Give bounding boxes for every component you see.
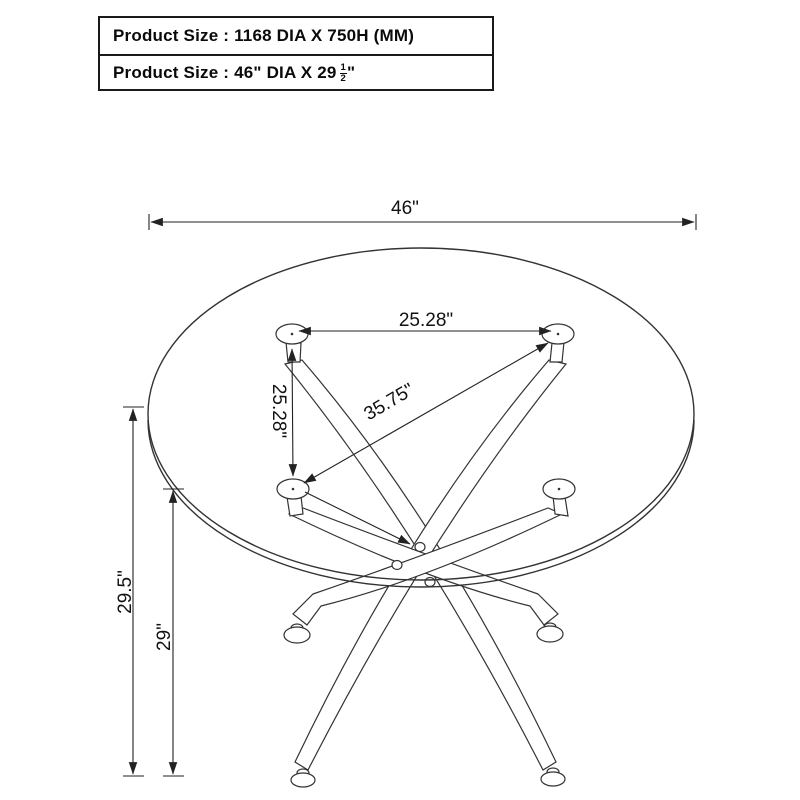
dimension-label-46: 46" bbox=[391, 198, 419, 219]
center-joint-knob bbox=[415, 543, 425, 552]
dimension-label-3575: 35.75" bbox=[360, 379, 418, 426]
dimension-label-29: 29" bbox=[154, 623, 175, 651]
foot-glide-midleft bbox=[284, 627, 310, 643]
dimension-overall-diameter bbox=[149, 198, 696, 230]
fraction-numerator: 1 bbox=[340, 61, 346, 73]
pad-center-mark bbox=[557, 333, 560, 336]
dimension-label-295: 29.5" bbox=[115, 570, 136, 614]
dimension-pad-span-horizontal bbox=[299, 310, 551, 331]
product-size-inch-text: Product Size : 46" DIA X 29 bbox=[113, 63, 337, 83]
product-size-mm-text: Product Size : 1168 DIA X 750H (MM) bbox=[113, 25, 415, 45]
dimension-label-2528v: 25.28" bbox=[268, 383, 289, 439]
dimension-underside-height bbox=[154, 489, 184, 776]
foot-glide-bottomright bbox=[541, 772, 565, 786]
pad-stem bbox=[550, 342, 564, 362]
pad-center-mark bbox=[292, 488, 295, 491]
inch-mark: " bbox=[347, 63, 356, 83]
dimension-label-2528h: 25.28" bbox=[398, 310, 454, 331]
center-joint-knob bbox=[392, 561, 402, 570]
pad-center-mark bbox=[291, 333, 294, 336]
fraction-denominator: 2 bbox=[340, 72, 346, 84]
pad-center-mark bbox=[558, 488, 561, 491]
foot-glide-midright bbox=[537, 626, 563, 642]
foot-glide-bottomleft bbox=[291, 773, 315, 787]
center-joint-knob bbox=[425, 578, 435, 587]
pad-stem bbox=[286, 342, 301, 362]
table-legs bbox=[285, 360, 566, 770]
dimension-total-height bbox=[115, 407, 144, 776]
